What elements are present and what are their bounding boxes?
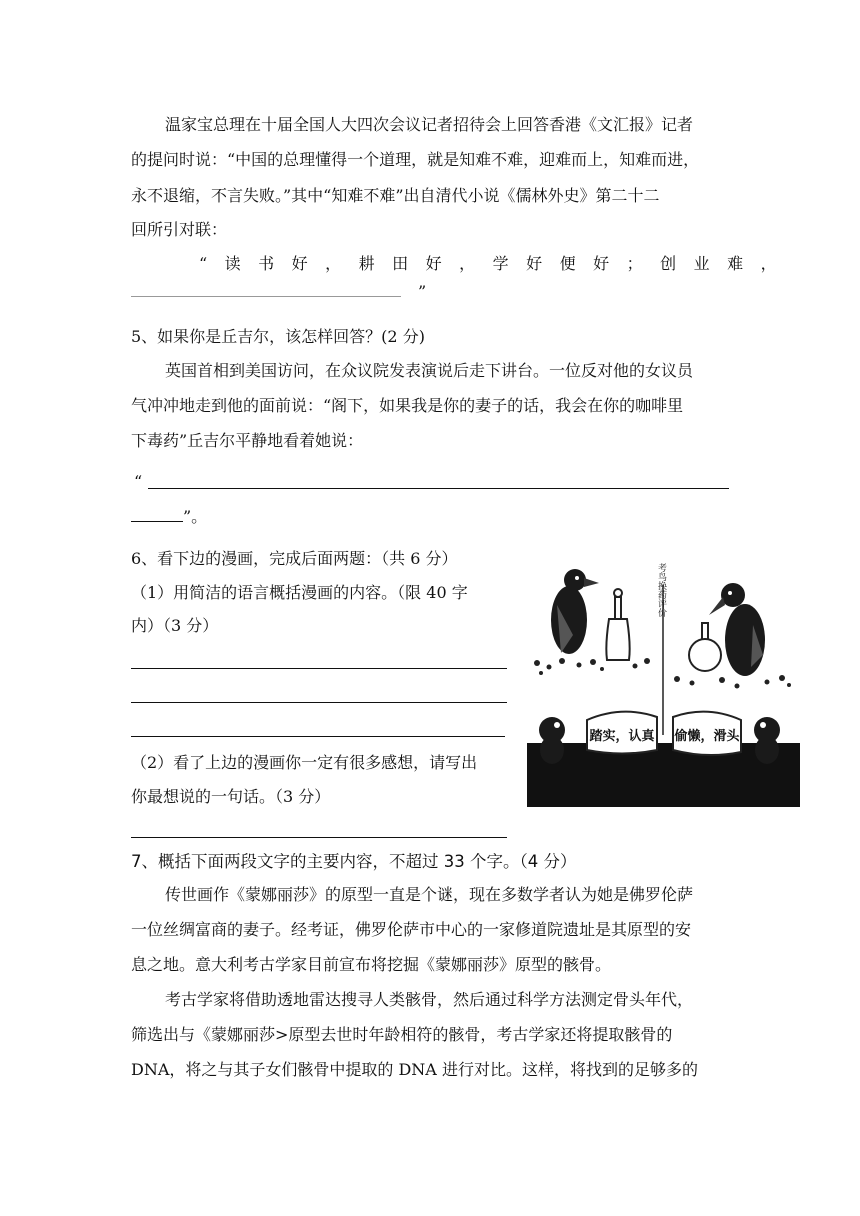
q6-sub1-answer-line-3[interactable]	[131, 736, 505, 737]
q6-sub2-line-2: 你最想说的一句话。（3 分）	[131, 787, 331, 806]
comic-ground-right	[674, 675, 791, 689]
comic-bottle-right-icon	[689, 623, 721, 671]
q6-sub1-answer-line-1[interactable]	[131, 668, 507, 669]
comic-ground-left	[534, 658, 650, 675]
q7-para1-line-2: 一位丝绸富商的妻子。经考证，佛罗伦萨市中心的一家修道院遗址是其原型的安	[131, 920, 692, 939]
intro-line-4: 回所引对联：	[131, 220, 228, 239]
intro-line-1: 温家宝总理在十届全国人大四次会议记者招待会上回答香港《文汇报》记者	[165, 115, 694, 134]
q5-close-quote: ”。	[183, 507, 208, 526]
couplet-answer-line[interactable]	[131, 296, 401, 297]
q7-para1-line-3: 息之地。意大利考古学家目前宣布将挖掘《蒙娜丽莎》原型的骸骨。	[131, 955, 612, 974]
q6-sub1-line-1: （1）用简洁的语言概括漫画的内容。（限 40 字	[131, 583, 468, 602]
q5-title: 5、如果你是丘吉尔，该怎样回答？(2 分)	[131, 327, 425, 346]
q5-para-line-3: 下毒药”丘吉尔平静地看着她说：	[131, 431, 364, 450]
q6-sub2-line-1: （2）看了上边的漫画你一定有很多感想，请写出	[131, 753, 478, 772]
q5-para-line-2: 气冲冲地走到他的面前说：“阁下，如果我是你的妻子的话，我会在你的咖啡里	[131, 396, 684, 415]
q5-para-line-1: 英国首相到美国访问，在众议院发表演说后走下讲台。一位反对他的女议员	[165, 361, 694, 380]
couplet-close-quote: ”	[418, 282, 427, 301]
q7-para2-line-2: 筛选出与《蒙娜丽莎>原型去世时年龄相符的骸骨，考古学家还将提取骸骨的	[131, 1025, 673, 1044]
couplet-text: “读书好，耕田好，学好便好；创业难，	[199, 254, 795, 273]
q6-title: 6、看下边的漫画，完成后面两题：（共 6 分）	[131, 549, 458, 568]
intro-line-3: 永不退缩，不言失败。”其中“知难不难”出自清代小说《儒林外史》第二十二	[131, 186, 660, 205]
q5-answer-line-1[interactable]	[148, 488, 729, 489]
comic-small-bird-right-icon	[754, 717, 780, 764]
intro-line-2: 的提问时说：“中国的总理懂得一个道理，就是知难不难，迎难而上，知难而进，	[131, 150, 700, 169]
comic-sign-right	[673, 712, 741, 755]
comic-bird-left-icon	[551, 569, 599, 654]
comic-bottle-left-icon	[606, 589, 629, 660]
q7-para2-line-1: 考古学家将借助透地雷达搜寻人类骸骨，然后通过科学方法测定骨头年代，	[165, 990, 694, 1009]
q6-sub1-answer-line-2[interactable]	[131, 702, 507, 703]
q5-answer-line-2[interactable]	[131, 521, 183, 522]
q7-title: 7、概括下面两段文字的主要内容，不超过 33 个字。（4 分）	[131, 852, 577, 871]
q6-sub2-answer-line[interactable]	[131, 837, 507, 838]
comic-vertical-text: 考鸟换药评价	[656, 563, 666, 617]
comic-small-bird-left-icon	[539, 717, 565, 764]
comic-sign-left	[587, 712, 657, 754]
q7-para1-line-1: 传世画作《蒙娜丽莎》的原型一直是个谜，现在多数学者认为她是佛罗伦萨	[165, 885, 694, 904]
q6-sub1-line-2: 内）（3 分）	[131, 616, 219, 635]
q5-open-quote: “	[134, 472, 143, 491]
comic-sign-left-text: 踏实，认真	[589, 729, 655, 744]
comic-image	[527, 545, 800, 807]
q7-para2-line-3: DNA，将之与其子女们骸骨中提取的 DNA 进行对比。这样，将找到的足够多的	[131, 1060, 698, 1079]
comic-sign-right-text: 偷懒，滑头	[674, 729, 740, 744]
